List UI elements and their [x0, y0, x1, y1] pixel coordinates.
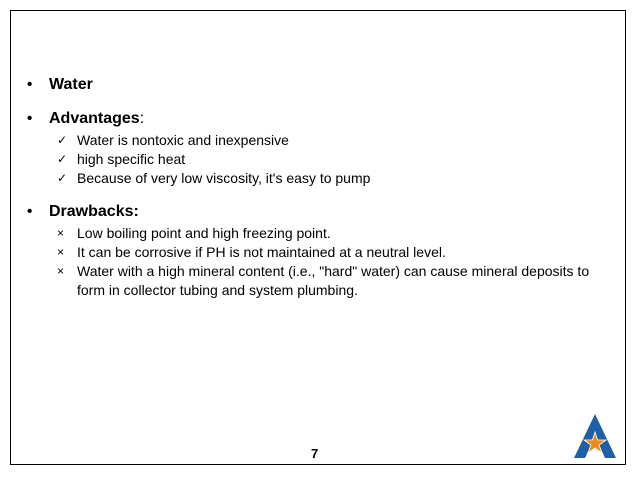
bullet-advantages — [27, 109, 607, 188]
list-item — [57, 131, 607, 150]
list-item-text: Low boiling point and high freezing point. — [77, 225, 331, 241]
cross-icon: × — [57, 226, 65, 240]
check-icon: ✓ — [57, 171, 68, 185]
heading-advantages: Advantages — [49, 110, 140, 127]
list-item — [57, 262, 607, 300]
page-number: 7 — [311, 446, 319, 461]
bullet-marker: • — [27, 76, 33, 93]
list-item-text: Water with a high mineral content (i.e., "hard" water) can cause mineral deposits to form in collector tubing and system plumbing. — [77, 263, 590, 298]
heading-colon: : — [139, 110, 145, 127]
list-item — [57, 150, 607, 169]
cross-icon: × — [57, 264, 65, 278]
advantages-list — [57, 131, 607, 188]
heading-water: Water — [49, 76, 93, 93]
list-item — [57, 243, 607, 262]
list-item-text: It can be corrosive if PH is not maintained at a neutral level. — [77, 244, 446, 260]
slide-content — [27, 75, 607, 314]
bullet-marker: • — [27, 203, 33, 220]
list-item — [57, 224, 607, 243]
list-item-text: high specific heat — [77, 151, 186, 167]
heading-drawbacks: Drawbacks: — [49, 203, 139, 220]
university-logo-icon — [572, 412, 618, 460]
bullet-marker: • — [27, 110, 33, 127]
check-icon: ✓ — [57, 152, 68, 166]
list-item — [57, 169, 607, 188]
list-item-text: Water is nontoxic and inexpensive — [77, 132, 289, 148]
bullet-drawbacks — [27, 202, 607, 300]
drawbacks-list — [57, 224, 607, 300]
check-icon: ✓ — [57, 133, 68, 147]
bullet-water — [27, 75, 607, 95]
list-item-text: Because of very low viscosity, it's easy to pump — [77, 170, 371, 186]
cross-icon: × — [57, 245, 65, 259]
